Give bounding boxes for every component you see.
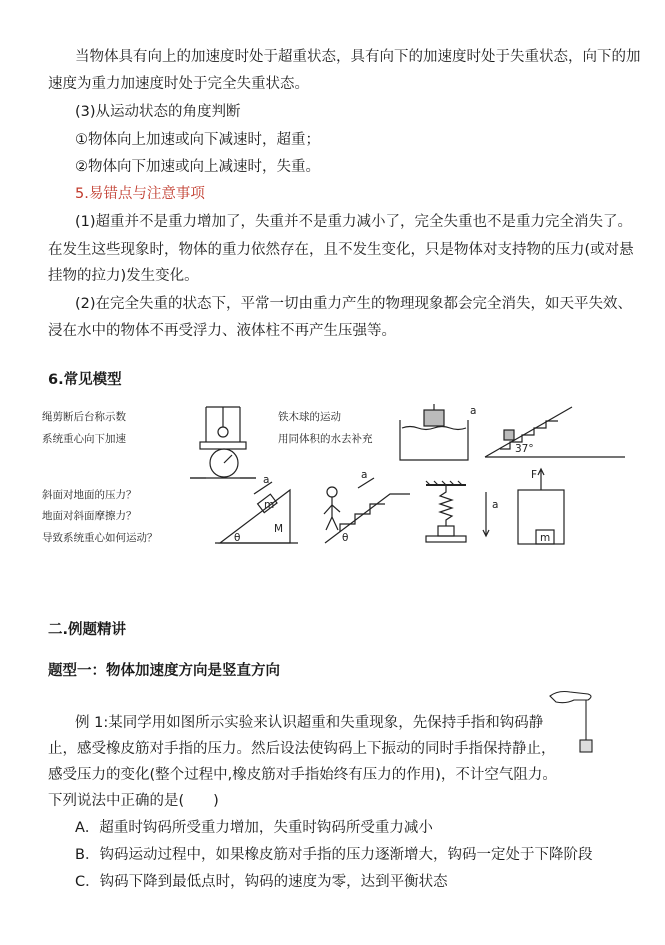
svg-text:θ: θ <box>234 532 241 544</box>
question-type-1-title: 题型一：物体加速度方向是竖直方向 <box>48 663 280 679</box>
para-1-line-1: 当物体具有向上的加速度时处于超重状态，具有向下的加速度时处于失重状态，向下的加 <box>75 49 641 65</box>
fig-text-2a: 铁木球的运动 <box>278 411 341 423</box>
criterion-overweight: ①物体向上加速或向下减速时，超重； <box>75 132 320 148</box>
fig-text-2b: 用同体积的水去补充 <box>278 433 373 445</box>
svg-text:F: F <box>531 469 538 481</box>
para-1-line-2: 速度为重力加速度时处于完全失重状态。 <box>48 76 309 92</box>
option-c: C．钩码下降到最低点时，钩码的速度为零，达到平衡状态 <box>75 874 448 890</box>
pitfall-1-line-1: (1)超重并不是重力增加了，失重并不是重力减小了，完全失重也不是重力完全消失了。 <box>75 214 633 230</box>
option-b: B．钩码运动过程中，如果橡皮筋对手指的压力逐渐增大，钩码一定处于下降阶段 <box>75 847 593 863</box>
pitfall-2-line-2: 浸在水中的物体不再受浮力、液体柱不再产生压强等。 <box>48 323 396 339</box>
svg-text:a: a <box>361 469 368 481</box>
example-1-line-1: 例 1:某同学用如图所示实验来认识超重和失重现象，先保持手指和钩码静 <box>75 715 544 731</box>
fig-text-3b: 地面对斜面摩擦力？ <box>42 510 137 522</box>
example-1-line-2: 止，感受橡皮筋对手指的压力。然后设法使钩码上下振动的同时手指保持静止， <box>48 741 556 757</box>
fig-text-3a: 斜面对地面的压力？ <box>42 489 137 501</box>
pitfall-1-line-2: 在发生这些现象时，物体的重力依然存在，且不发生变化，只是物体对支持物的压力(或对悬 <box>48 242 634 258</box>
spring-diagram <box>426 481 498 542</box>
svg-text:m: m <box>540 532 551 544</box>
water-container-diagram <box>400 404 476 460</box>
svg-text:a: a <box>263 474 270 486</box>
stairs-diagram <box>485 407 625 457</box>
svg-text:a: a <box>492 499 499 511</box>
example-1-question: 下列说法中正确的是( ) <box>48 793 219 809</box>
fig-text-1a: 绳剪断后台称示数 <box>42 411 126 423</box>
fig-text-3c: 导致系统重心如何运动？ <box>42 532 158 544</box>
pitfall-2-line-1: (2)在完全失重的状态下，平常一切由重力产生的物理现象都会完全消失，如天平失效、 <box>75 296 633 312</box>
pitfalls-heading: 5.易错点与注意事项 <box>75 186 205 202</box>
svg-text:a: a <box>470 405 477 417</box>
criterion-heading: (3)从运动状态的角度判断 <box>75 104 241 120</box>
example-1-line-3: 感受压力的变化(整个过程中,橡皮筋对手指始终有压力的作用)，不计空气阻力。 <box>48 767 557 783</box>
svg-text:θ: θ <box>342 532 349 544</box>
option-a: A．超重时钩码所受重力增加，失重时钩码所受重力减小 <box>75 820 433 836</box>
criterion-weightless: ②物体向下加速或向上减速时，失重。 <box>75 159 320 175</box>
svg-text:m: m <box>264 499 275 511</box>
escalator-diagram <box>324 469 410 544</box>
box-force-diagram <box>518 469 564 544</box>
hand-spring-illustration <box>548 688 610 758</box>
incline-diagram <box>215 474 298 544</box>
scale-diagram <box>190 407 256 478</box>
svg-text:M: M <box>274 523 284 535</box>
fig-text-1b: 系统重心向下加速 <box>42 433 126 445</box>
section-2-title: 二.例题精讲 <box>48 622 127 638</box>
angle-label: 37° <box>515 443 534 455</box>
common-models-figure <box>40 402 630 552</box>
section-6-title: 6.常见模型 <box>48 372 122 388</box>
pitfall-1-line-3: 挂物的拉力)发生变化。 <box>48 268 199 284</box>
